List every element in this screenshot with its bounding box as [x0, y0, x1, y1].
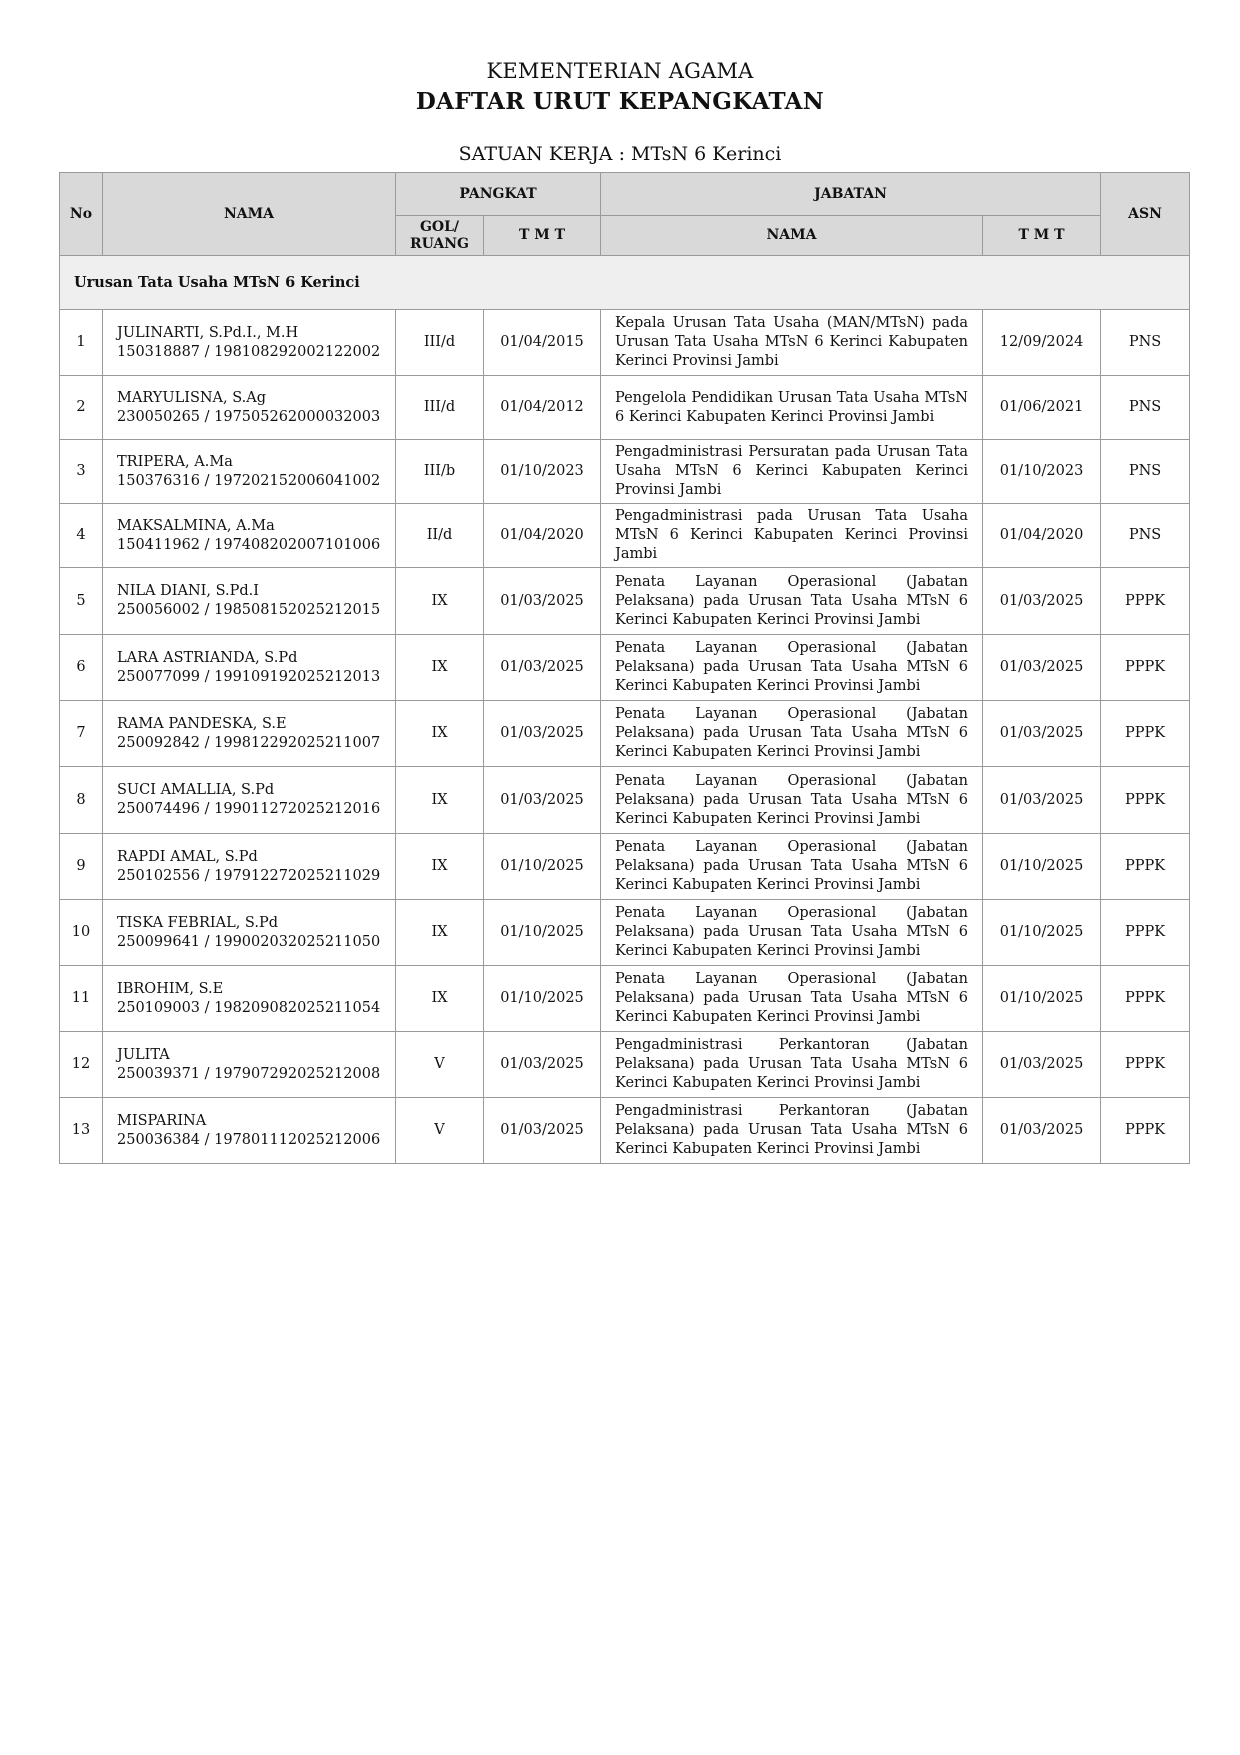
employee-cell — [103, 376, 396, 440]
table-row — [60, 834, 1190, 900]
grade-tmt-cell: 01/04/2020 — [484, 504, 601, 568]
position-tmt-cell: 01/03/2025 — [983, 635, 1101, 701]
employee-cell — [103, 1098, 396, 1164]
table-row — [60, 568, 1190, 635]
row-number: 7 — [60, 701, 103, 767]
position-tmt-cell: 01/10/2023 — [983, 440, 1101, 504]
position-tmt-cell: 01/10/2025 — [983, 834, 1101, 900]
grade-cell: V — [396, 1032, 484, 1098]
employee-name: JULINARTI, S.Pd.I., M.H — [117, 324, 299, 341]
header-row-top — [60, 173, 1190, 216]
grade-cell: IX — [396, 767, 484, 834]
employee-cell — [103, 966, 396, 1032]
grade-tmt-cell: 01/03/2025 — [484, 1098, 601, 1164]
employee-nip: 250092842 / 199812292025211007 — [117, 734, 381, 751]
position-tmt-cell: 01/03/2025 — [983, 1098, 1101, 1164]
employee-nip: 150376316 / 197202152006041002 — [117, 472, 381, 489]
col-header-jabatan-tmt: T M T — [983, 216, 1101, 256]
row-number: 3 — [60, 440, 103, 504]
table-row — [60, 767, 1190, 834]
col-header-pangkat: PANGKAT — [396, 173, 601, 216]
asn-type-cell: PPPK — [1101, 1032, 1190, 1098]
table-row — [60, 701, 1190, 767]
table-row — [60, 966, 1190, 1032]
position-tmt-cell: 01/03/2025 — [983, 701, 1101, 767]
position-name-cell: Pengadministrasi pada Urusan Tata Usaha MTsN 6 Kerinci Kabupaten Kerinci Provinsi Jambi — [601, 504, 983, 568]
row-number: 4 — [60, 504, 103, 568]
grade-cell: IX — [396, 966, 484, 1032]
asn-type-cell: PPPK — [1101, 900, 1190, 966]
row-number: 5 — [60, 568, 103, 635]
employee-name: IBROHIM, S.E — [117, 980, 224, 997]
grade-tmt-cell: 01/03/2025 — [484, 568, 601, 635]
grade-tmt-cell: 01/03/2025 — [484, 767, 601, 834]
grade-cell: IX — [396, 701, 484, 767]
employee-cell — [103, 834, 396, 900]
position-name-cell: Penata Layanan Operasional (Jabatan Pelaksana) pada Urusan Tata Usaha MTsN 6 Kerinci Kabupaten Kerinci Provinsi Jambi — [601, 834, 983, 900]
position-name-cell: Penata Layanan Operasional (Jabatan Pelaksana) pada Urusan Tata Usaha MTsN 6 Kerinci Kabupaten Kerinci Provinsi Jambi — [601, 900, 983, 966]
grade-tmt-cell: 01/03/2025 — [484, 1032, 601, 1098]
table-row — [60, 376, 1190, 440]
row-number: 1 — [60, 310, 103, 376]
position-tmt-cell: 01/10/2025 — [983, 966, 1101, 1032]
grade-cell: IX — [396, 834, 484, 900]
table-row — [60, 1032, 1190, 1098]
employee-name: SUCI AMALLIA, S.Pd — [117, 782, 275, 798]
grade-cell: IX — [396, 900, 484, 966]
col-header-no: No — [60, 173, 103, 256]
asn-type-cell: PPPK — [1101, 966, 1190, 1032]
grade-tmt-cell: 01/03/2025 — [484, 635, 601, 701]
asn-type-cell: PNS — [1101, 310, 1190, 376]
asn-type-cell: PPPK — [1101, 701, 1190, 767]
document-header — [0, 56, 1240, 118]
asn-type-cell: PPPK — [1101, 767, 1190, 834]
grade-tmt-cell: 01/10/2025 — [484, 900, 601, 966]
ministry-title: KEMENTERIAN AGAMA — [486, 59, 754, 83]
asn-type-cell: PNS — [1101, 376, 1190, 440]
employee-nip: 250109003 / 198209082025211054 — [117, 999, 381, 1016]
asn-type-cell: PPPK — [1101, 834, 1190, 900]
position-tmt-cell: 01/04/2020 — [983, 504, 1101, 568]
employee-cell — [103, 568, 396, 635]
row-number: 2 — [60, 376, 103, 440]
asn-type-cell: PNS — [1101, 440, 1190, 504]
asn-type-cell: PPPK — [1101, 635, 1190, 701]
employee-nip: 250036384 / 197801112025212006 — [117, 1131, 381, 1148]
position-tmt-cell: 01/03/2025 — [983, 568, 1101, 635]
grade-tmt-cell: 01/04/2015 — [484, 310, 601, 376]
asn-type-cell: PPPK — [1101, 568, 1190, 635]
grade-tmt-cell: 01/04/2012 — [484, 376, 601, 440]
position-tmt-cell: 01/03/2025 — [983, 1032, 1101, 1098]
asn-type-cell: PPPK — [1101, 1098, 1190, 1164]
employee-cell — [103, 635, 396, 701]
employee-name: JULITA — [117, 1046, 170, 1063]
position-tmt-cell: 12/09/2024 — [983, 310, 1101, 376]
table-row — [60, 440, 1190, 504]
col-header-jabatan-nama: NAMA — [601, 216, 983, 256]
employee-cell — [103, 701, 396, 767]
position-name-cell: Penata Layanan Operasional (Jabatan Pelaksana) pada Urusan Tata Usaha MTsN 6 Kerinci Kabupaten Kerinci Provinsi Jambi — [601, 568, 983, 635]
grade-tmt-cell: 01/10/2025 — [484, 834, 601, 900]
section-title: Urusan Tata Usaha MTsN 6 Kerinci — [60, 256, 1190, 310]
employee-nip: 250074496 / 199011272025212016 — [117, 801, 381, 817]
row-number: 6 — [60, 635, 103, 701]
table-row — [60, 504, 1190, 568]
table-row — [60, 900, 1190, 966]
col-header-asn: ASN — [1101, 173, 1190, 256]
position-tmt-cell: 01/06/2021 — [983, 376, 1101, 440]
grade-tmt-cell: 01/03/2025 — [484, 701, 601, 767]
row-number: 9 — [60, 834, 103, 900]
grade-tmt-cell: 01/10/2023 — [484, 440, 601, 504]
employee-cell — [103, 310, 396, 376]
employee-name: MARYULISNA, S.Ag — [117, 389, 267, 406]
employee-nip: 150411962 / 197408202007101006 — [117, 536, 381, 553]
employee-cell — [103, 900, 396, 966]
asn-type-cell: PNS — [1101, 504, 1190, 568]
position-tmt-cell: 01/10/2025 — [983, 900, 1101, 966]
employee-name: RAMA PANDESKA, S.E — [117, 715, 287, 732]
work-unit-label: SATUAN KERJA : MTsN 6 Kerinci — [458, 143, 782, 165]
employee-name: RAPDI AMAL, S.Pd — [117, 848, 258, 865]
position-name-cell: Pengadministrasi Persuratan pada Urusan Tata Usaha MTsN 6 Kerinci Kabupaten Kerinci Provinsi Jambi — [601, 440, 983, 504]
table-row — [60, 635, 1190, 701]
grade-cell: III/d — [396, 310, 484, 376]
table-row — [60, 310, 1190, 376]
employee-nip: 150318887 / 198108292002122002 — [117, 343, 381, 360]
row-number: 10 — [60, 900, 103, 966]
employee-name: TRIPERA, A.Ma — [117, 453, 233, 470]
row-number: 11 — [60, 966, 103, 1032]
employee-nip: 250077099 / 199109192025212013 — [117, 668, 381, 685]
position-name-cell: Kepala Urusan Tata Usaha (MAN/MTsN) pada Urusan Tata Usaha MTsN 6 Kerinci Kabupaten Kerinci Provinsi Jambi — [601, 310, 983, 376]
grade-cell: IX — [396, 635, 484, 701]
row-number: 8 — [60, 767, 103, 834]
grade-cell: II/d — [396, 504, 484, 568]
position-name-cell: Pengadministrasi Perkantoran (Jabatan Pelaksana) pada Urusan Tata Usaha MTsN 6 Kerinci Kabupaten Kerinci Provinsi Jambi — [601, 1032, 983, 1098]
table-body — [60, 256, 1190, 1164]
position-name-cell: Penata Layanan Operasional (Jabatan Pelaksana) pada Urusan Tata Usaha MTsN 6 Kerinci Kabupaten Kerinci Provinsi Jambi — [601, 635, 983, 701]
table-row — [60, 1098, 1190, 1164]
employee-cell — [103, 440, 396, 504]
rank-order-table — [59, 172, 1190, 1164]
employee-name: MISPARINA — [117, 1112, 207, 1129]
section-row — [60, 256, 1190, 310]
employee-cell — [103, 504, 396, 568]
employee-name: LARA ASTRIANDA, S.Pd — [117, 649, 298, 666]
col-header-gol-ruang: GOL/ RUANG — [396, 216, 484, 256]
grade-cell: IX — [396, 568, 484, 635]
employee-name: TISKA FEBRIAL, S.Pd — [117, 914, 278, 931]
position-name-cell: Penata Layanan Operasional (Jabatan Pelaksana) pada Urusan Tata Usaha MTsN 6 Kerinci Kabupaten Kerinci Provinsi Jambi — [601, 767, 983, 834]
employee-name: MAKSALMINA, A.Ma — [117, 517, 275, 534]
employee-nip: 250056002 / 198508152025212015 — [117, 602, 381, 618]
row-number: 12 — [60, 1032, 103, 1098]
document-title: DAFTAR URUT KEPANGKATAN — [415, 88, 825, 115]
employee-nip: 230050265 / 197505262000032003 — [117, 408, 381, 425]
employee-nip: 250102556 / 197912272025211029 — [117, 867, 381, 884]
col-header-pangkat-tmt: T M T — [484, 216, 601, 256]
employee-nip: 250099641 / 199002032025211050 — [117, 933, 381, 950]
table-header — [60, 173, 1190, 256]
grade-tmt-cell: 01/10/2025 — [484, 966, 601, 1032]
grade-cell: V — [396, 1098, 484, 1164]
employee-cell — [103, 1032, 396, 1098]
employee-cell — [103, 767, 396, 834]
position-name-cell: Penata Layanan Operasional (Jabatan Pelaksana) pada Urusan Tata Usaha MTsN 6 Kerinci Kabupaten Kerinci Provinsi Jambi — [601, 966, 983, 1032]
employee-nip: 250039371 / 197907292025212008 — [117, 1065, 381, 1082]
position-tmt-cell: 01/03/2025 — [983, 767, 1101, 834]
position-name-cell: Penata Layanan Operasional (Jabatan Pelaksana) pada Urusan Tata Usaha MTsN 6 Kerinci Kabupaten Kerinci Provinsi Jambi — [601, 701, 983, 767]
employee-name: NILA DIANI, S.Pd.I — [117, 583, 259, 599]
grade-cell: III/b — [396, 440, 484, 504]
position-name-cell: Pengelola Pendidikan Urusan Tata Usaha MTsN 6 Kerinci Kabupaten Kerinci Provinsi Jambi — [601, 376, 983, 440]
col-header-jabatan: JABATAN — [601, 173, 1101, 216]
grade-cell: III/d — [396, 376, 484, 440]
col-header-nama: NAMA — [103, 173, 396, 256]
row-number: 13 — [60, 1098, 103, 1164]
position-name-cell: Pengadministrasi Perkantoran (Jabatan Pelaksana) pada Urusan Tata Usaha MTsN 6 Kerinci Kabupaten Kerinci Provinsi Jambi — [601, 1098, 983, 1164]
